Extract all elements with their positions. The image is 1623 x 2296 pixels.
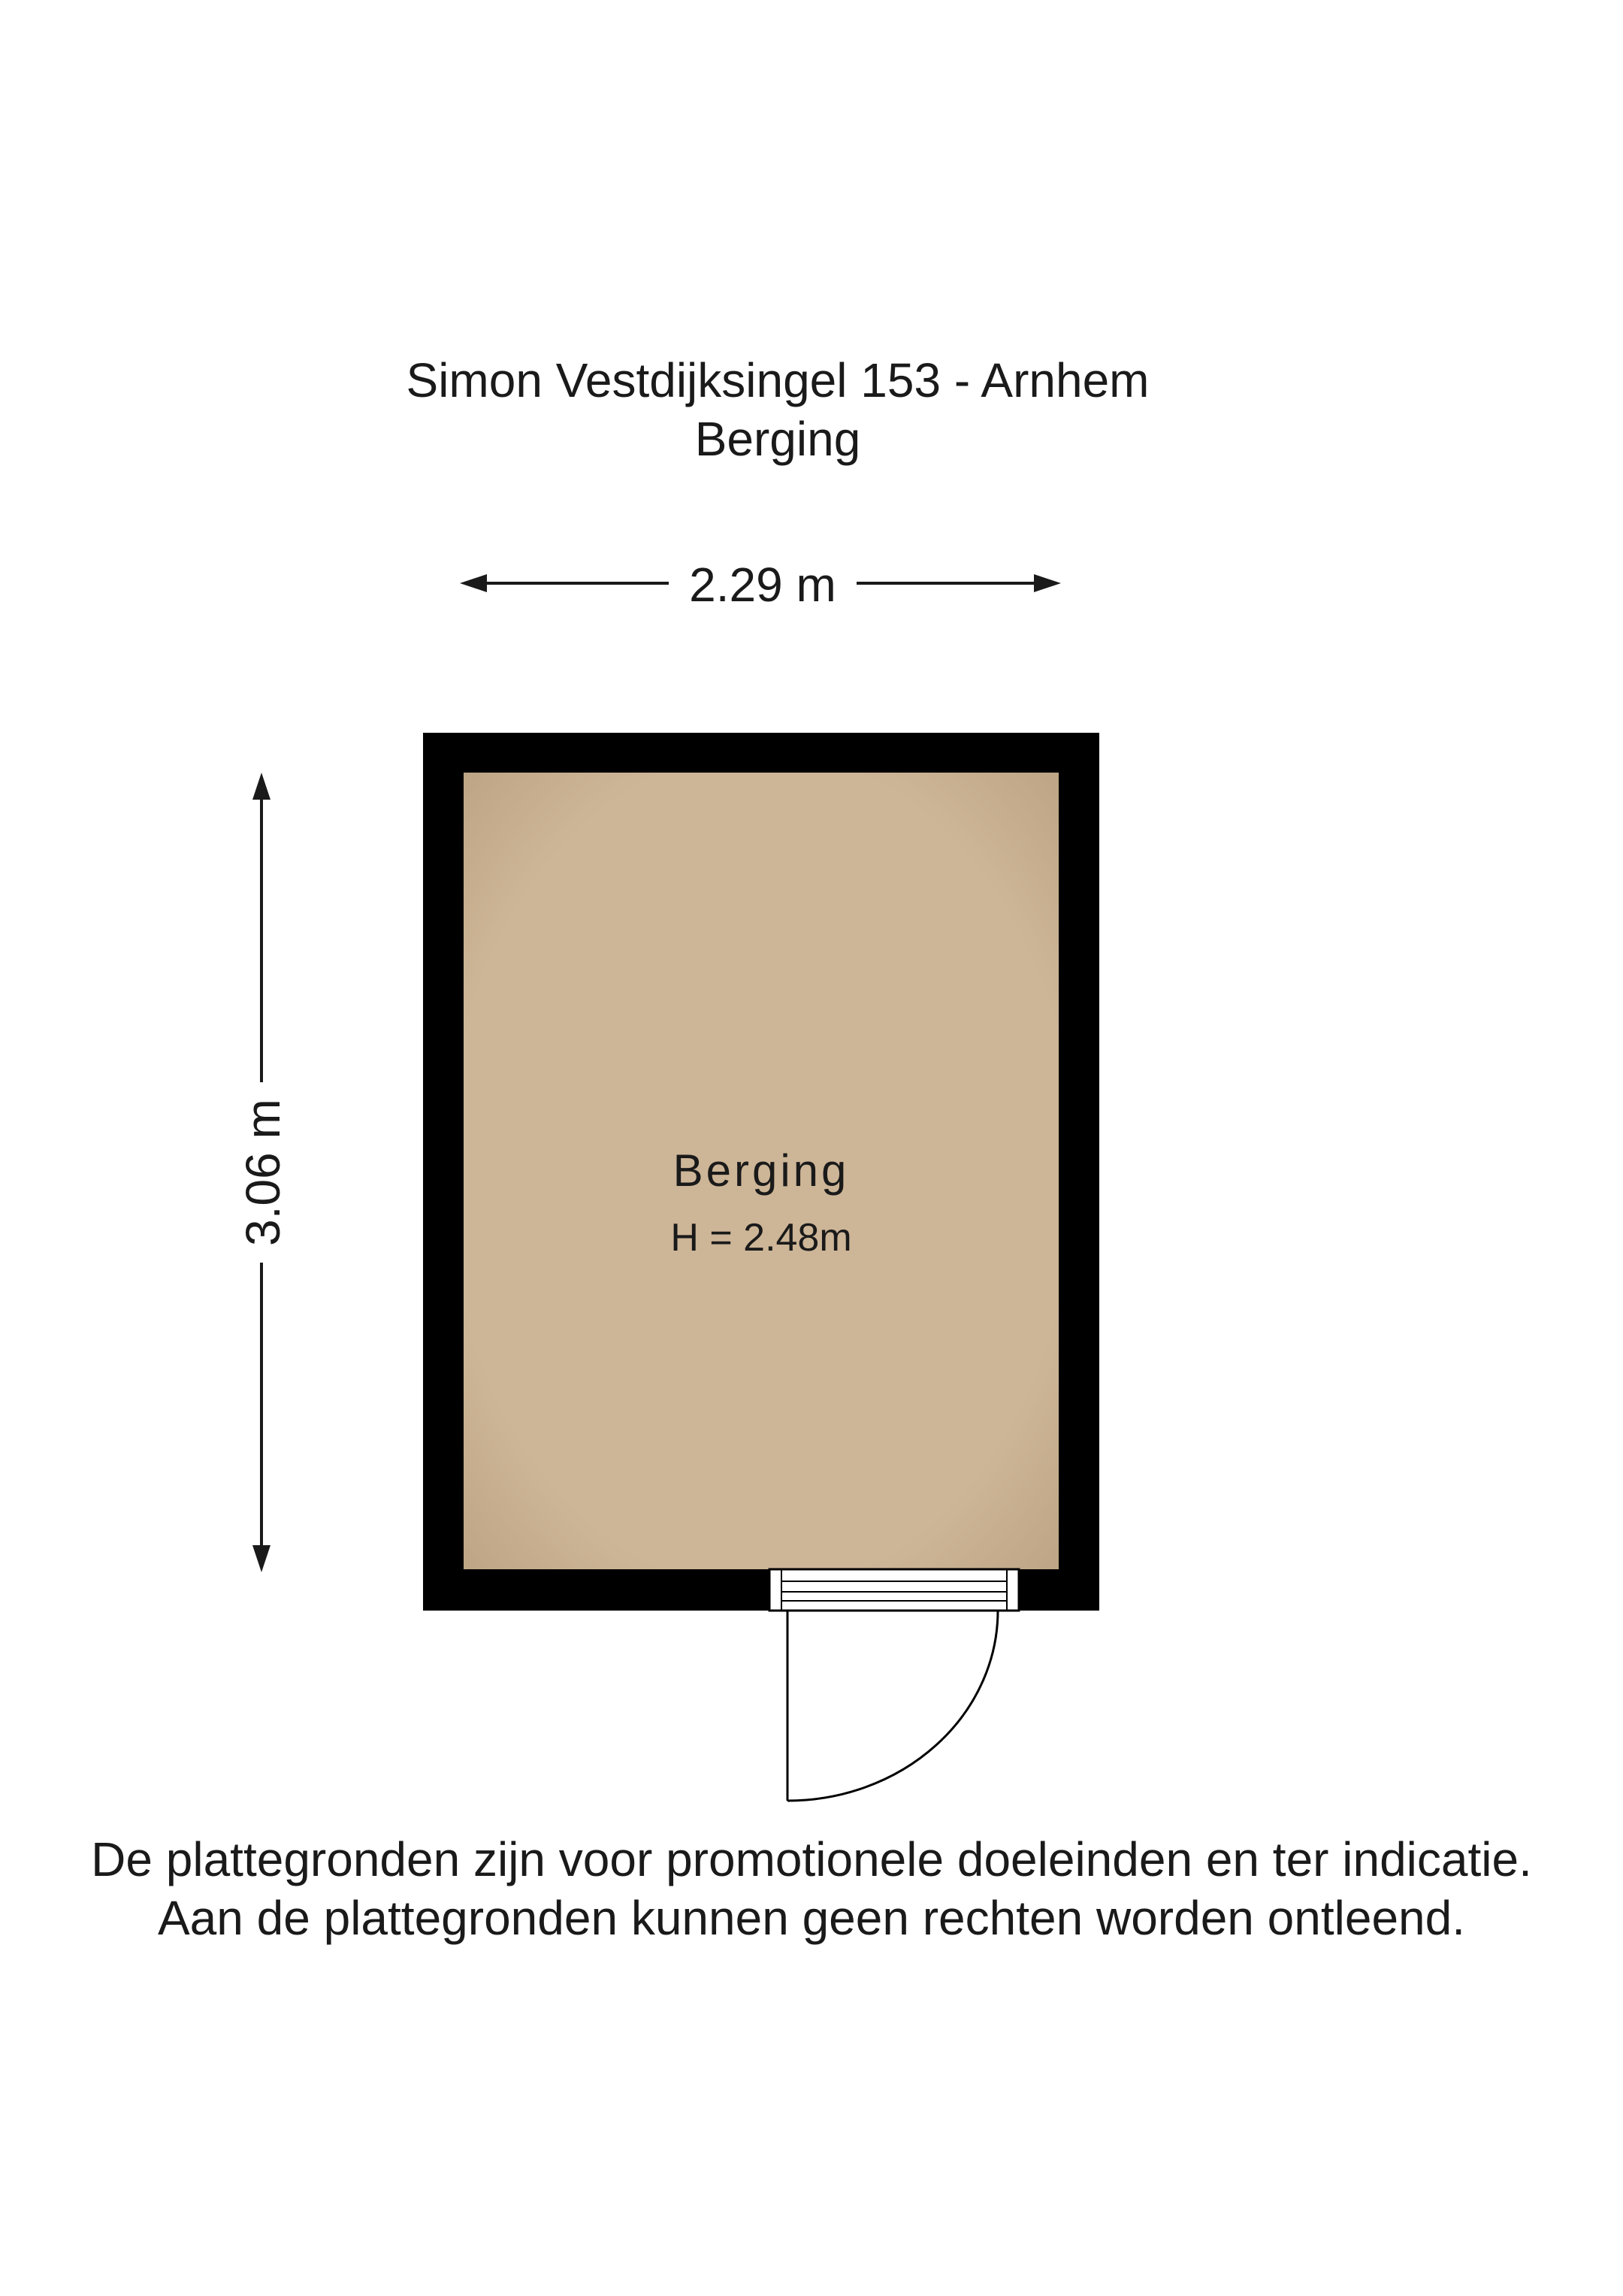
- disclaimer-line-1: De plattegronden zijn voor promotionele doeleinden en ter indicatie.: [91, 1832, 1532, 1886]
- depth-arrow-bottom-icon: [252, 1545, 270, 1572]
- width-arrow-right-icon: [1034, 574, 1061, 592]
- address-title: Simon Vestdijksingel 153 - Arnhem: [406, 353, 1150, 407]
- room-name-label: Berging: [672, 1145, 850, 1196]
- door: [769, 1569, 1019, 1801]
- width-dimension-label: 2.29 m: [689, 558, 836, 612]
- door-swing-arc: [787, 1611, 998, 1801]
- disclaimer-line-2: Aan de plattegronden kunnen geen rechten worden ontleend.: [157, 1891, 1466, 1945]
- width-dimension: [460, 558, 1061, 612]
- door-opening: [769, 1569, 1019, 1611]
- depth-arrow-top-icon: [252, 773, 270, 800]
- width-arrow-left-icon: [460, 574, 487, 592]
- depth-dimension: [236, 773, 290, 1572]
- floor-name-title: Berging: [694, 412, 861, 466]
- room-height-label: H = 2.48m: [670, 1216, 852, 1260]
- room-berging: [423, 733, 1099, 1801]
- depth-dimension-label: 3.06 m: [236, 1099, 290, 1246]
